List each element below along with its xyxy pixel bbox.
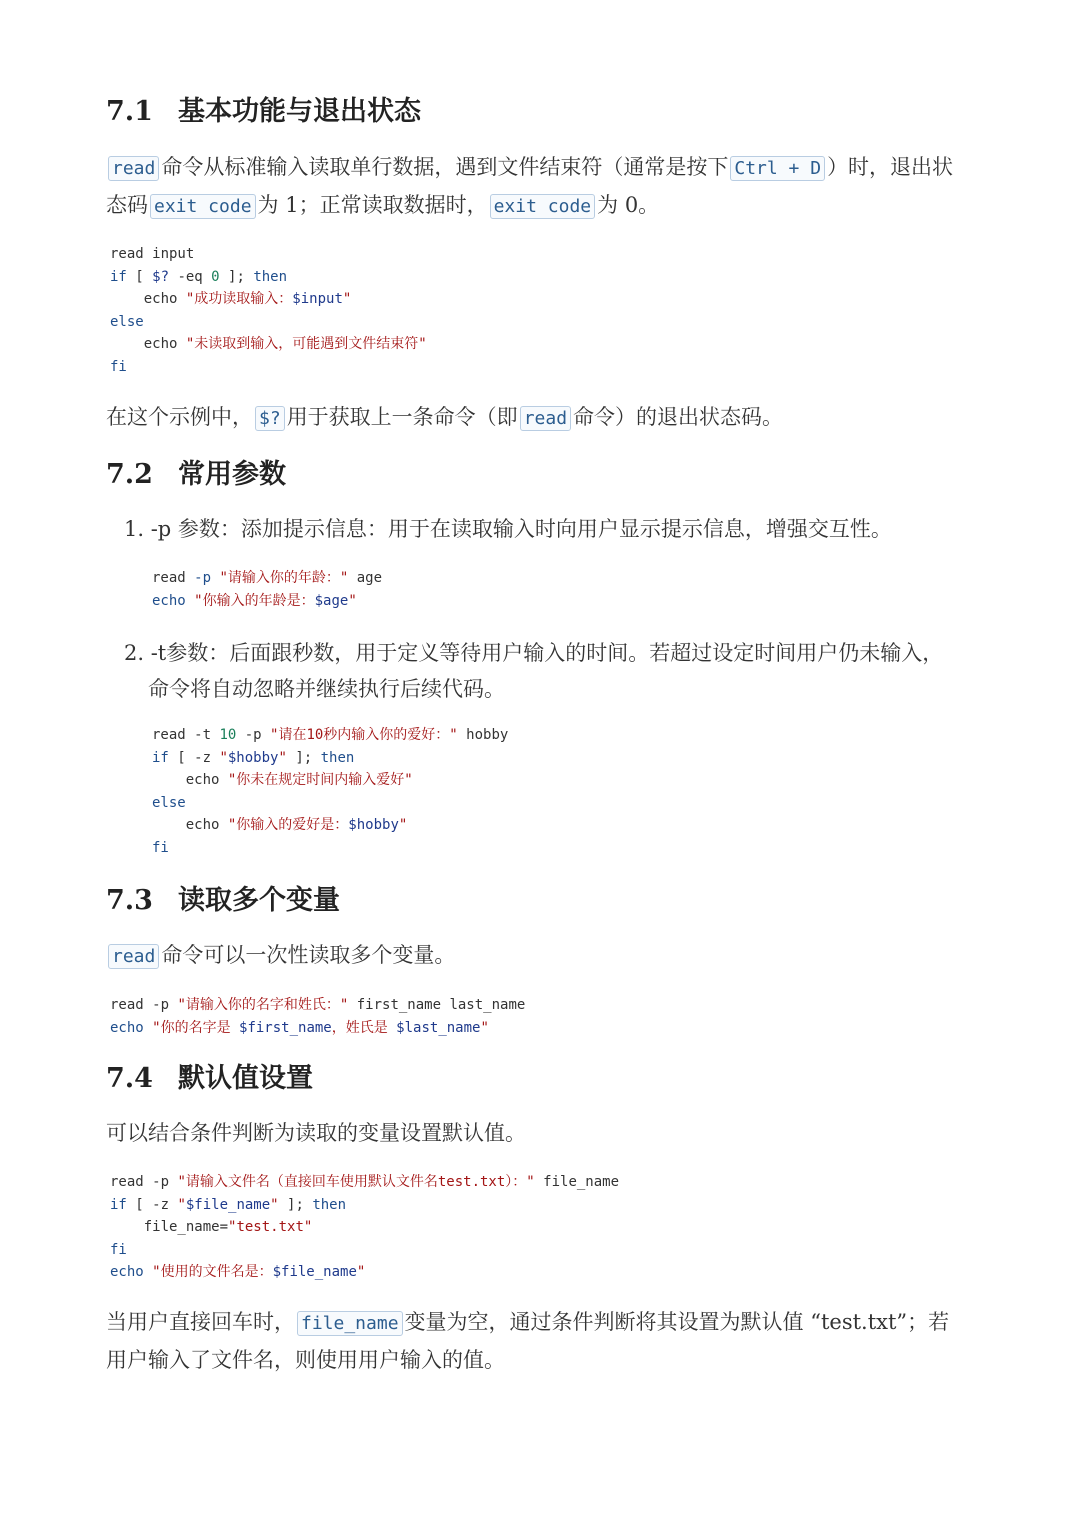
code-text: ];: [219, 268, 254, 285]
section-number: 7.4: [106, 1063, 153, 1094]
code-line: [152, 590, 382, 613]
section-number: 7.2: [106, 459, 153, 490]
code-text: file_name=: [110, 1219, 229, 1235]
number-literal: 10: [219, 727, 237, 743]
code-text: [ -z: [126, 1196, 178, 1213]
variable: $?: [152, 268, 170, 285]
string-literal: ，姓氏是: [331, 1019, 397, 1036]
code-text: age: [348, 570, 383, 586]
text-run: 态码: [106, 193, 148, 217]
text-run: 命令可以一次性读取多个变量。: [161, 943, 456, 967]
code-line: fi: [110, 1241, 127, 1258]
paragraph-default-explain: [106, 1304, 986, 1378]
string-literal: ": [356, 1264, 366, 1280]
code-block-7-1: [110, 243, 427, 378]
text-run: 命令将自动忽略并继续执行后续代码。: [148, 677, 505, 701]
keyword: -p: [194, 570, 212, 586]
code-block-7-2-p: [152, 567, 382, 612]
paragraph-default-value: 可以结合条件判断为读取的变量设置默认值。: [106, 1121, 526, 1145]
string-literal: "请输入文件名（直接回车使用默认文件名test.txt）：": [177, 1174, 535, 1190]
variable: $last_name: [396, 1019, 481, 1036]
code-line: [152, 747, 508, 770]
variable: $input: [292, 291, 343, 307]
code-text: first_name last_name: [348, 997, 526, 1013]
string-literal: "你未在规定时间内输入爱好": [227, 772, 413, 788]
inline-code: $?: [255, 406, 285, 431]
section-heading-7-2: [106, 461, 286, 488]
inline-code: Ctrl + D: [730, 156, 825, 181]
code-text: -p: [236, 727, 271, 743]
text-run: 命令从标准输入读取单行数据，遇到文件结束符（通常是按下: [161, 155, 729, 179]
string-literal: "请在10秒内输入你的爱好：": [270, 727, 458, 743]
paragraph-multi-vars: [106, 937, 986, 975]
string-literal: "成功读取输入：: [185, 291, 293, 307]
code-line: [110, 1017, 525, 1040]
string-literal: ": [278, 749, 287, 766]
code-block-7-2-t: [152, 724, 508, 859]
text-run: ）时，退出状: [827, 155, 954, 179]
code-block-7-4: [110, 1171, 619, 1284]
keyword: then: [320, 749, 355, 766]
keyword: if: [110, 1196, 127, 1213]
text-run: 2. -t参数：后面跟秒数，用于定义等待用户输入的时间。若超过设定时间用户仍未输入，: [124, 641, 944, 665]
code-line: else: [152, 794, 186, 811]
section-title: 基本功能与退出状态: [178, 96, 421, 127]
keyword: then: [253, 268, 288, 285]
section-title: 默认值设置: [178, 1063, 313, 1094]
string-literal: "请输入你的年龄：": [219, 570, 349, 586]
inline-code: file_name: [297, 1311, 403, 1336]
code-text: echo: [152, 817, 228, 833]
paragraph-exit-status: [106, 399, 986, 437]
code-line: fi: [110, 358, 127, 375]
string-literal: ": [177, 1196, 186, 1213]
section-heading-7-3: [106, 887, 340, 914]
code-block-7-3: [110, 994, 525, 1039]
keyword: if: [110, 268, 127, 285]
section-heading-7-4: [106, 1065, 313, 1092]
code-text: file_name: [534, 1174, 620, 1190]
keyword: echo: [152, 592, 186, 609]
keyword: echo: [110, 1019, 144, 1036]
string-literal: "你输入的年龄是：: [194, 592, 315, 609]
code-line: [110, 1171, 619, 1194]
code-text: [186, 593, 194, 609]
variable: $first_name: [239, 1019, 332, 1036]
keyword: then: [312, 1196, 347, 1213]
code-text: [: [126, 268, 153, 285]
inline-code: read: [108, 944, 159, 969]
variable: $file_name: [185, 1196, 271, 1213]
keyword: echo: [110, 1264, 144, 1280]
text-run: 为 1；正常读取数据时，: [257, 193, 488, 217]
variable: $hobby: [227, 749, 279, 766]
code-text: echo: [110, 336, 186, 352]
code-line: [110, 333, 427, 356]
code-text: hobby: [457, 727, 509, 743]
code-line: [152, 567, 382, 590]
code-text: read -p: [110, 1174, 178, 1190]
variable: $file_name: [272, 1264, 357, 1280]
code-text: echo: [110, 291, 186, 307]
string-literal: ": [348, 592, 357, 609]
code-line: [110, 994, 525, 1017]
text-run: 为 0。: [597, 193, 660, 217]
text-run: 命令）的退出状态码。: [573, 405, 784, 429]
code-text: read -p: [110, 997, 178, 1013]
inline-code: exit code: [150, 194, 256, 219]
section-number: 7.1: [106, 96, 153, 127]
code-text: echo: [152, 772, 228, 788]
text-run: 当用户直接回车时，: [106, 1310, 295, 1334]
string-literal: ": [398, 817, 408, 833]
code-text: read -t: [152, 727, 220, 743]
code-text: ];: [278, 1196, 313, 1213]
text-run: 用户输入了文件名，则使用用户输入的值。: [106, 1348, 505, 1372]
code-text: [144, 1020, 152, 1036]
code-line: [110, 1216, 619, 1239]
section-title: 常用参数: [178, 459, 286, 490]
code-text: -eq: [169, 268, 212, 285]
code-text: [144, 1264, 152, 1280]
string-literal: "test.txt": [228, 1219, 313, 1235]
section-heading-7-1: [106, 98, 421, 125]
list-item-p-param: 1. -p 参数：添加提示信息：用于在读取输入时向用户显示提示信息，增强交互性。: [124, 517, 892, 541]
string-literal: "你输入的爱好是：: [227, 817, 349, 833]
number-literal: 0: [211, 268, 220, 285]
code-text: read: [152, 570, 195, 586]
string-literal: "请输入你的名字和姓氏：": [177, 997, 349, 1013]
section-title: 读取多个变量: [178, 885, 340, 916]
code-text: ];: [286, 749, 321, 766]
code-line: [152, 769, 508, 792]
code-line: [152, 814, 508, 837]
string-literal: ": [342, 291, 352, 307]
code-line: [110, 266, 427, 289]
string-literal: "使用的文件名是：: [152, 1264, 273, 1280]
text-run: 变量为空，通过条件判断将其设置为默认值 “test.txt”；若: [404, 1310, 950, 1334]
code-line: [110, 1194, 619, 1217]
code-text: [ -z: [168, 749, 220, 766]
inline-code: read: [520, 406, 571, 431]
text-run: 在这个示例中，: [106, 405, 253, 429]
paragraph-read-intro: [106, 149, 986, 225]
text-run: 用于获取上一条命令（即: [286, 405, 518, 429]
code-line: read input: [110, 246, 195, 262]
code-line: fi: [152, 839, 169, 856]
string-literal: "你的名字是: [152, 1019, 240, 1036]
inline-code: exit code: [490, 194, 596, 219]
code-line: else: [110, 313, 144, 330]
string-literal: ": [270, 1196, 279, 1213]
keyword: if: [152, 749, 169, 766]
code-line: [152, 724, 508, 747]
list-item-t-param: [124, 635, 974, 707]
variable: $age: [314, 592, 349, 609]
section-number: 7.3: [106, 885, 153, 916]
code-line: [110, 288, 427, 311]
string-literal: "未读取到输入，可能遇到文件结束符": [185, 336, 427, 352]
string-literal: ": [480, 1019, 489, 1036]
string-literal: ": [219, 749, 228, 766]
code-line: [110, 1261, 619, 1284]
inline-code: read: [108, 156, 159, 181]
variable: $hobby: [348, 817, 399, 833]
